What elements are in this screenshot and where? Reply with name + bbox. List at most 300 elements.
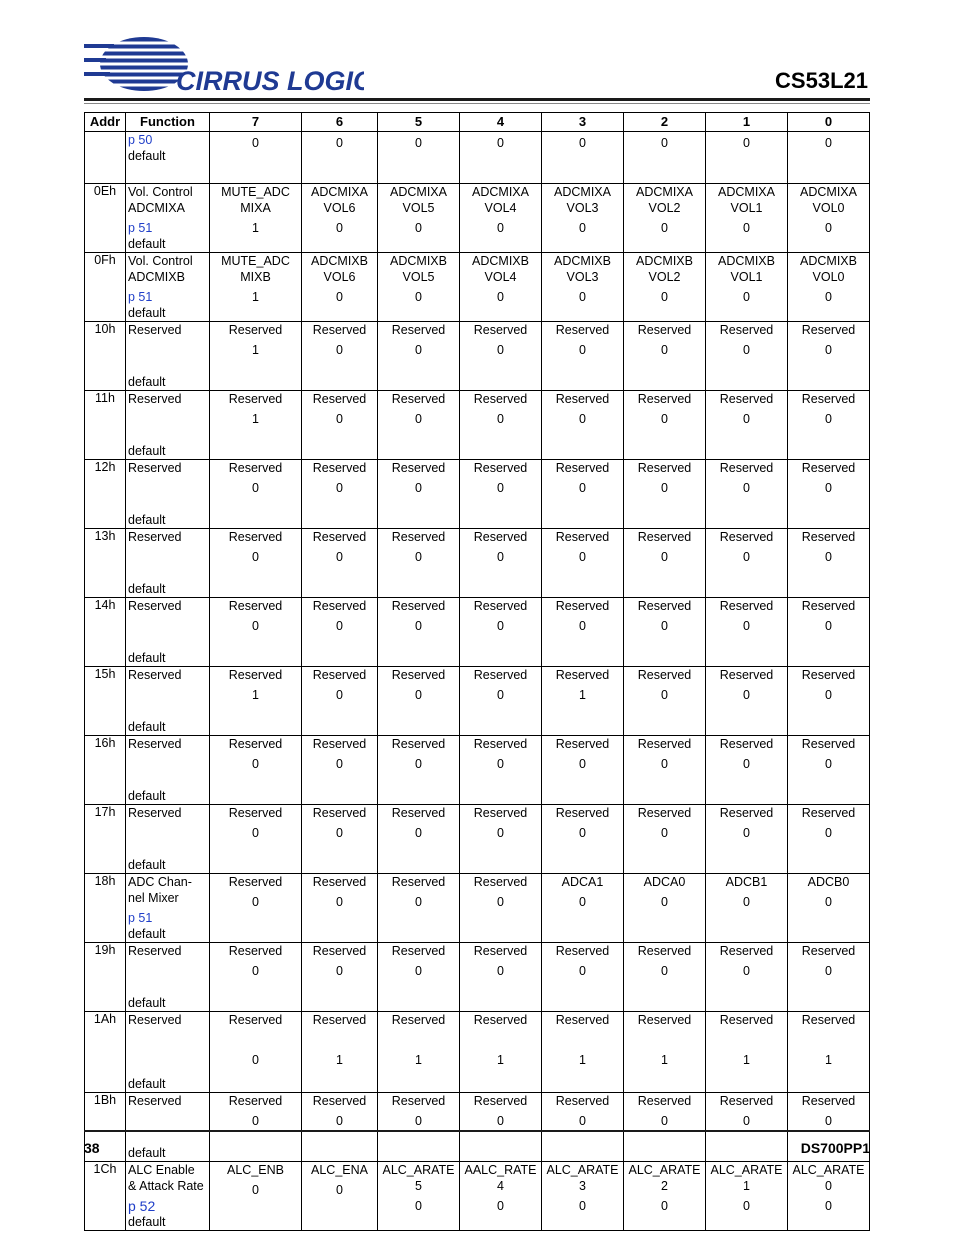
bit-default-value: 0 xyxy=(336,688,343,702)
bit-cell xyxy=(542,1093,624,1162)
bit-default-value: 0 xyxy=(825,826,832,840)
bit-name: Reserved xyxy=(637,944,692,958)
bit-name: Reserved xyxy=(312,323,367,337)
bit-name: Reserved xyxy=(473,1094,528,1108)
bit-cell xyxy=(624,943,706,1012)
register-address: 1Bh xyxy=(85,1093,126,1162)
register-row xyxy=(85,667,870,736)
bit-name: Reserved xyxy=(637,599,692,613)
page-number: 38 xyxy=(84,1140,100,1156)
bit-cell xyxy=(460,805,542,874)
bit-default-value: 1 xyxy=(415,1053,422,1067)
bit-cell xyxy=(542,736,624,805)
function-name-line: Vol. Control xyxy=(128,185,193,199)
register-row xyxy=(85,805,870,874)
bit-name: Reserved xyxy=(391,1013,446,1027)
function-name-line: Reserved xyxy=(128,599,182,613)
bit-name: Reserved xyxy=(555,806,610,820)
bit-cell xyxy=(624,529,706,598)
bit-name: Reserved xyxy=(473,737,528,751)
bit-default-value: 1 xyxy=(252,221,259,235)
bit-default-value: 0 xyxy=(743,1199,750,1213)
bit-name: Reserved xyxy=(719,1013,774,1027)
bit-cell xyxy=(210,132,302,184)
bit-name: ADCMIXB VOL5 xyxy=(390,254,447,284)
bit-name: ADCMIXA VOL4 xyxy=(472,185,529,215)
function-name-line: nel Mixer xyxy=(128,891,179,905)
bit-cell xyxy=(210,943,302,1012)
bit-cell xyxy=(706,1093,788,1162)
bit-cell xyxy=(460,184,542,253)
column-header-bit: 1 xyxy=(706,113,788,132)
bit-cell xyxy=(210,529,302,598)
bit-name: Reserved xyxy=(312,944,367,958)
bit-cell xyxy=(706,529,788,598)
function-name-line: & Attack Rate xyxy=(128,1179,204,1193)
bit-name: Reserved xyxy=(228,806,283,820)
bit-cell xyxy=(624,1093,706,1162)
page-reference-link xyxy=(128,358,207,374)
column-header-bit: 3 xyxy=(542,113,624,132)
register-row xyxy=(85,391,870,460)
bit-name: ADCMIXB VOL1 xyxy=(718,254,775,284)
bit-cell xyxy=(210,1093,302,1162)
bit-default-value: 1 xyxy=(497,1053,504,1067)
bit-name: ADCMIXA VOL2 xyxy=(636,185,693,215)
bit-name: ALC_ARATE 5 xyxy=(382,1163,455,1193)
column-header-bit: 7 xyxy=(210,113,302,132)
document-id: DS700PP1 xyxy=(800,1140,870,1156)
bit-default-value: 0 xyxy=(415,757,422,771)
bit-cell xyxy=(624,253,706,322)
bit-default-value: 0 xyxy=(336,550,343,564)
bit-default-value: 0 xyxy=(497,221,504,235)
function-name-line: Reserved xyxy=(128,461,182,475)
bit-name: Reserved xyxy=(312,599,367,613)
header-rule-thin xyxy=(84,103,870,104)
bit-cell xyxy=(460,132,542,184)
bit-name: Reserved xyxy=(228,323,283,337)
function-name-line: Reserved xyxy=(128,668,182,682)
bit-default-value: 0 xyxy=(579,1114,586,1128)
bit-default-value: 0 xyxy=(497,1199,504,1213)
function-name-line: ADCMIXA xyxy=(128,201,185,215)
bit-default-value: 0 xyxy=(661,221,668,235)
bit-default-value: 1 xyxy=(252,688,259,702)
bit-cell xyxy=(542,253,624,322)
bit-cell xyxy=(706,1012,788,1093)
bit-cell xyxy=(302,667,378,736)
bit-name: Reserved xyxy=(555,461,610,475)
default-label: default xyxy=(128,149,166,163)
bit-name: Reserved xyxy=(473,323,528,337)
bit-cell xyxy=(210,598,302,667)
bit-name: ADCB0 xyxy=(807,875,850,889)
bit-name: ADCMIXA VOL1 xyxy=(718,185,775,215)
bit-default-value: 0 xyxy=(415,1199,422,1213)
bit-default-value: 0 xyxy=(252,826,259,840)
bit-name: ADCMIXB VOL4 xyxy=(472,254,529,284)
bit-default-value: 0 xyxy=(415,688,422,702)
bit-default-value: 0 xyxy=(252,1114,259,1128)
register-function xyxy=(126,943,210,1012)
register-address: 14h xyxy=(85,598,126,667)
bit-default-value: 0 xyxy=(825,688,832,702)
bit-cell xyxy=(378,529,460,598)
register-address: 1Ch xyxy=(85,1162,126,1231)
page-reference-link[interactable]: p 51 xyxy=(128,221,153,235)
bit-default-value: 1 xyxy=(743,1053,750,1067)
register-address: 10h xyxy=(85,322,126,391)
bit-default-value: 0 xyxy=(579,290,586,304)
bit-default-value: 0 xyxy=(661,343,668,357)
bit-cell xyxy=(378,1093,460,1162)
bit-cell xyxy=(788,943,870,1012)
register-function xyxy=(126,132,210,184)
bit-default-value: 0 xyxy=(497,688,504,702)
bit-cell xyxy=(706,184,788,253)
bit-default-value: 0 xyxy=(825,1114,832,1128)
bit-name: Reserved xyxy=(473,392,528,406)
bit-default-value: 0 xyxy=(415,826,422,840)
bit-default-value: 0 xyxy=(579,1199,586,1213)
bit-cell xyxy=(706,736,788,805)
bit-cell xyxy=(302,529,378,598)
bit-cell xyxy=(542,943,624,1012)
register-row xyxy=(85,529,870,598)
bit-name: Reserved xyxy=(228,875,283,889)
bit-name: ADCB1 xyxy=(725,875,768,889)
bit-cell xyxy=(378,460,460,529)
bit-cell xyxy=(210,805,302,874)
bit-name: Reserved xyxy=(637,392,692,406)
bit-cell xyxy=(210,874,302,943)
bit-name: Reserved xyxy=(391,323,446,337)
bit-name: ADCA0 xyxy=(643,875,686,889)
bit-default-value: 0 xyxy=(336,221,343,235)
function-name-line: ALC Enable xyxy=(128,1163,195,1177)
register-function xyxy=(126,805,210,874)
function-name-line: Reserved xyxy=(128,944,182,958)
bit-name: Reserved xyxy=(637,806,692,820)
bit-cell xyxy=(302,736,378,805)
bit-default-value: 0 xyxy=(497,290,504,304)
page-reference-link[interactable]: p 51 xyxy=(128,290,153,304)
register-address: 12h xyxy=(85,460,126,529)
bit-default-value: 0 xyxy=(252,481,259,495)
bit-name: Reserved xyxy=(228,461,283,475)
register-address: 18h xyxy=(85,874,126,943)
bit-default-value: 0 xyxy=(743,964,750,978)
bit-name: Reserved xyxy=(719,944,774,958)
bit-name: Reserved xyxy=(801,737,856,751)
bit-default-value: 0 xyxy=(336,1183,343,1197)
bit-cell xyxy=(460,736,542,805)
bit-name: Reserved xyxy=(473,461,528,475)
bit-cell xyxy=(706,943,788,1012)
bit-cell xyxy=(624,598,706,667)
bit-default-value: 0 xyxy=(579,895,586,909)
bit-cell xyxy=(706,874,788,943)
table-header-row xyxy=(85,113,870,132)
bit-name: Reserved xyxy=(473,944,528,958)
bit-default-value: 0 xyxy=(825,343,832,357)
column-header-bit: 0 xyxy=(788,113,870,132)
page-reference-link[interactable]: p 52 xyxy=(128,1198,156,1214)
bit-cell xyxy=(542,667,624,736)
register-function xyxy=(126,1012,210,1093)
bit-cell xyxy=(210,667,302,736)
bit-name: Reserved xyxy=(228,530,283,544)
page-reference-link xyxy=(128,634,207,650)
bit-cell xyxy=(460,322,542,391)
bit-cell xyxy=(542,184,624,253)
bit-cell xyxy=(542,874,624,943)
bit-default-value: 0 xyxy=(661,481,668,495)
default-label: default xyxy=(128,513,166,527)
bit-name: Reserved xyxy=(801,599,856,613)
bit-name: Reserved xyxy=(391,461,446,475)
bit-cell xyxy=(788,736,870,805)
bit-default-value: 0 xyxy=(579,481,586,495)
bit-name: Reserved xyxy=(228,599,283,613)
page-reference-link[interactable]: p 50 xyxy=(128,133,153,147)
function-name-line: Reserved xyxy=(128,1094,182,1108)
default-label: default xyxy=(128,1215,166,1229)
bit-default-value: 0 xyxy=(661,136,668,150)
bit-name: Reserved xyxy=(719,461,774,475)
register-function xyxy=(126,667,210,736)
logo-wordmark: CIRRUS LOGIC xyxy=(176,66,364,96)
bit-name: Reserved xyxy=(391,875,446,889)
register-row xyxy=(85,460,870,529)
bit-name: ALC_ARATE 3 xyxy=(546,1163,619,1193)
bit-name: Reserved xyxy=(228,737,283,751)
bit-name: Reserved xyxy=(391,599,446,613)
bit-name: Reserved xyxy=(801,944,856,958)
bit-default-value: 0 xyxy=(579,343,586,357)
bit-default-value: 0 xyxy=(252,757,259,771)
bit-default-value: 0 xyxy=(336,895,343,909)
bit-cell xyxy=(210,736,302,805)
bit-cell xyxy=(706,391,788,460)
bit-cell xyxy=(624,322,706,391)
bit-default-value: 0 xyxy=(743,895,750,909)
bit-cell xyxy=(302,391,378,460)
bit-default-value: 0 xyxy=(336,826,343,840)
bit-cell xyxy=(788,253,870,322)
function-name-line: Reserved xyxy=(128,806,182,820)
bit-default-value: 0 xyxy=(825,964,832,978)
bit-cell xyxy=(788,529,870,598)
register-row xyxy=(85,598,870,667)
bit-cell xyxy=(788,667,870,736)
part-number: CS53L21 xyxy=(775,68,868,93)
bit-name: Reserved xyxy=(228,1013,283,1027)
bit-default-value: 0 xyxy=(661,290,668,304)
bit-name: Reserved xyxy=(719,599,774,613)
bit-default-value: 0 xyxy=(579,964,586,978)
page-reference-link xyxy=(128,979,207,995)
bit-name: Reserved xyxy=(312,461,367,475)
bit-cell xyxy=(788,132,870,184)
page-reference-link xyxy=(128,772,207,788)
bit-default-value: 0 xyxy=(661,1199,668,1213)
bit-cell xyxy=(378,322,460,391)
bit-cell xyxy=(302,598,378,667)
bit-default-value: 0 xyxy=(743,136,750,150)
bit-default-value: 0 xyxy=(497,1114,504,1128)
bit-name: Reserved xyxy=(555,737,610,751)
bit-cell xyxy=(706,322,788,391)
bit-cell xyxy=(624,667,706,736)
register-row xyxy=(85,1012,870,1093)
bit-name: Reserved xyxy=(801,806,856,820)
bit-name: Reserved xyxy=(637,737,692,751)
bit-name: ALC_ENB xyxy=(227,1163,284,1177)
bit-cell xyxy=(624,874,706,943)
bit-default-value: 0 xyxy=(497,136,504,150)
bit-default-value: 0 xyxy=(661,688,668,702)
bit-cell xyxy=(302,1093,378,1162)
bit-name: Reserved xyxy=(719,806,774,820)
bit-name: ALC_ARATE 2 xyxy=(628,1163,701,1193)
bit-cell xyxy=(302,322,378,391)
register-function xyxy=(126,184,210,253)
register-function xyxy=(126,598,210,667)
bit-name: Reserved xyxy=(555,323,610,337)
bit-default-value: 0 xyxy=(252,136,259,150)
bit-default-value: 0 xyxy=(661,964,668,978)
bit-cell xyxy=(624,1162,706,1231)
bit-default-value: 0 xyxy=(661,826,668,840)
bit-name: Reserved xyxy=(473,599,528,613)
register-row xyxy=(85,943,870,1012)
bit-default-value: 0 xyxy=(661,1114,668,1128)
bit-name: Reserved xyxy=(312,392,367,406)
bit-name: Reserved xyxy=(228,1094,283,1108)
bit-name: AALC_RATE 4 xyxy=(464,1163,537,1193)
default-label: default xyxy=(128,375,166,389)
default-label: default xyxy=(128,237,166,251)
page-reference-link xyxy=(128,427,207,443)
bit-name: Reserved xyxy=(391,806,446,820)
bit-name: Reserved xyxy=(555,599,610,613)
bit-default-value: 0 xyxy=(743,688,750,702)
function-name-line: Reserved xyxy=(128,1013,182,1027)
bit-cell xyxy=(624,184,706,253)
bit-cell xyxy=(378,1162,460,1231)
bit-cell xyxy=(542,1012,624,1093)
bit-default-value: 0 xyxy=(497,826,504,840)
column-header-bit: 6 xyxy=(302,113,378,132)
table-body xyxy=(85,132,870,1231)
bit-cell xyxy=(210,1162,302,1231)
page-reference-link[interactable]: p 51 xyxy=(128,911,153,925)
bit-cell xyxy=(302,132,378,184)
bit-default-value: 0 xyxy=(579,412,586,426)
column-header-addr: Addr xyxy=(85,113,126,132)
register-function xyxy=(126,253,210,322)
function-name-line: ADCMIXB xyxy=(128,270,185,284)
default-label: default xyxy=(128,996,166,1010)
bit-cell xyxy=(460,598,542,667)
bit-cell xyxy=(788,805,870,874)
bit-default-value: 0 xyxy=(252,1183,259,1197)
bit-cell xyxy=(624,132,706,184)
bit-cell xyxy=(460,1012,542,1093)
bit-name: Reserved xyxy=(312,737,367,751)
bit-name: ADCMIXB VOL6 xyxy=(311,254,368,284)
bit-default-value: 0 xyxy=(336,1114,343,1128)
bit-default-value: 0 xyxy=(336,343,343,357)
bit-name: ALC_ENA xyxy=(311,1163,368,1177)
bit-default-value: 0 xyxy=(415,550,422,564)
bit-name: Reserved xyxy=(312,530,367,544)
bit-default-value: 1 xyxy=(579,1053,586,1067)
bit-default-value: 0 xyxy=(415,412,422,426)
bit-cell xyxy=(706,132,788,184)
bit-name: Reserved xyxy=(801,668,856,682)
bit-cell xyxy=(460,667,542,736)
bit-default-value: 0 xyxy=(743,221,750,235)
bit-name: Reserved xyxy=(801,1013,856,1027)
bit-cell xyxy=(706,667,788,736)
bit-cell xyxy=(378,598,460,667)
bit-name: ADCMIXA VOL6 xyxy=(311,185,368,215)
bit-cell xyxy=(460,1093,542,1162)
bit-cell xyxy=(378,253,460,322)
register-row xyxy=(85,253,870,322)
bit-default-value: 0 xyxy=(497,964,504,978)
bit-default-value: 0 xyxy=(743,619,750,633)
bit-name: Reserved xyxy=(228,944,283,958)
bit-cell xyxy=(542,322,624,391)
bit-name: Reserved xyxy=(719,530,774,544)
bit-default-value: 0 xyxy=(825,290,832,304)
default-label: default xyxy=(128,789,166,803)
bit-default-value: 0 xyxy=(743,412,750,426)
register-function xyxy=(126,1162,210,1231)
bit-default-value: 0 xyxy=(661,550,668,564)
bit-cell xyxy=(302,943,378,1012)
bit-cell xyxy=(378,805,460,874)
bit-cell xyxy=(378,736,460,805)
column-header-bit: 2 xyxy=(624,113,706,132)
register-row xyxy=(85,1093,870,1162)
bit-name: Reserved xyxy=(391,530,446,544)
bit-default-value: 0 xyxy=(252,895,259,909)
bit-default-value: 0 xyxy=(497,412,504,426)
bit-default-value: 0 xyxy=(825,1199,832,1213)
bit-default-value: 1 xyxy=(661,1053,668,1067)
function-name-line: Reserved xyxy=(128,392,182,406)
bit-cell xyxy=(302,460,378,529)
bit-cell xyxy=(624,460,706,529)
bit-default-value: 1 xyxy=(579,688,586,702)
bit-default-value: 0 xyxy=(743,1114,750,1128)
bit-default-value: 0 xyxy=(497,895,504,909)
bit-name: Reserved xyxy=(312,875,367,889)
bit-default-value: 0 xyxy=(579,826,586,840)
bit-name: Reserved xyxy=(719,737,774,751)
bit-default-value: 0 xyxy=(579,550,586,564)
bit-name: Reserved xyxy=(312,668,367,682)
bit-cell xyxy=(542,1162,624,1231)
cirrus-logic-logo xyxy=(84,34,364,96)
bit-cell xyxy=(302,1012,378,1093)
page-reference-link xyxy=(128,841,207,857)
